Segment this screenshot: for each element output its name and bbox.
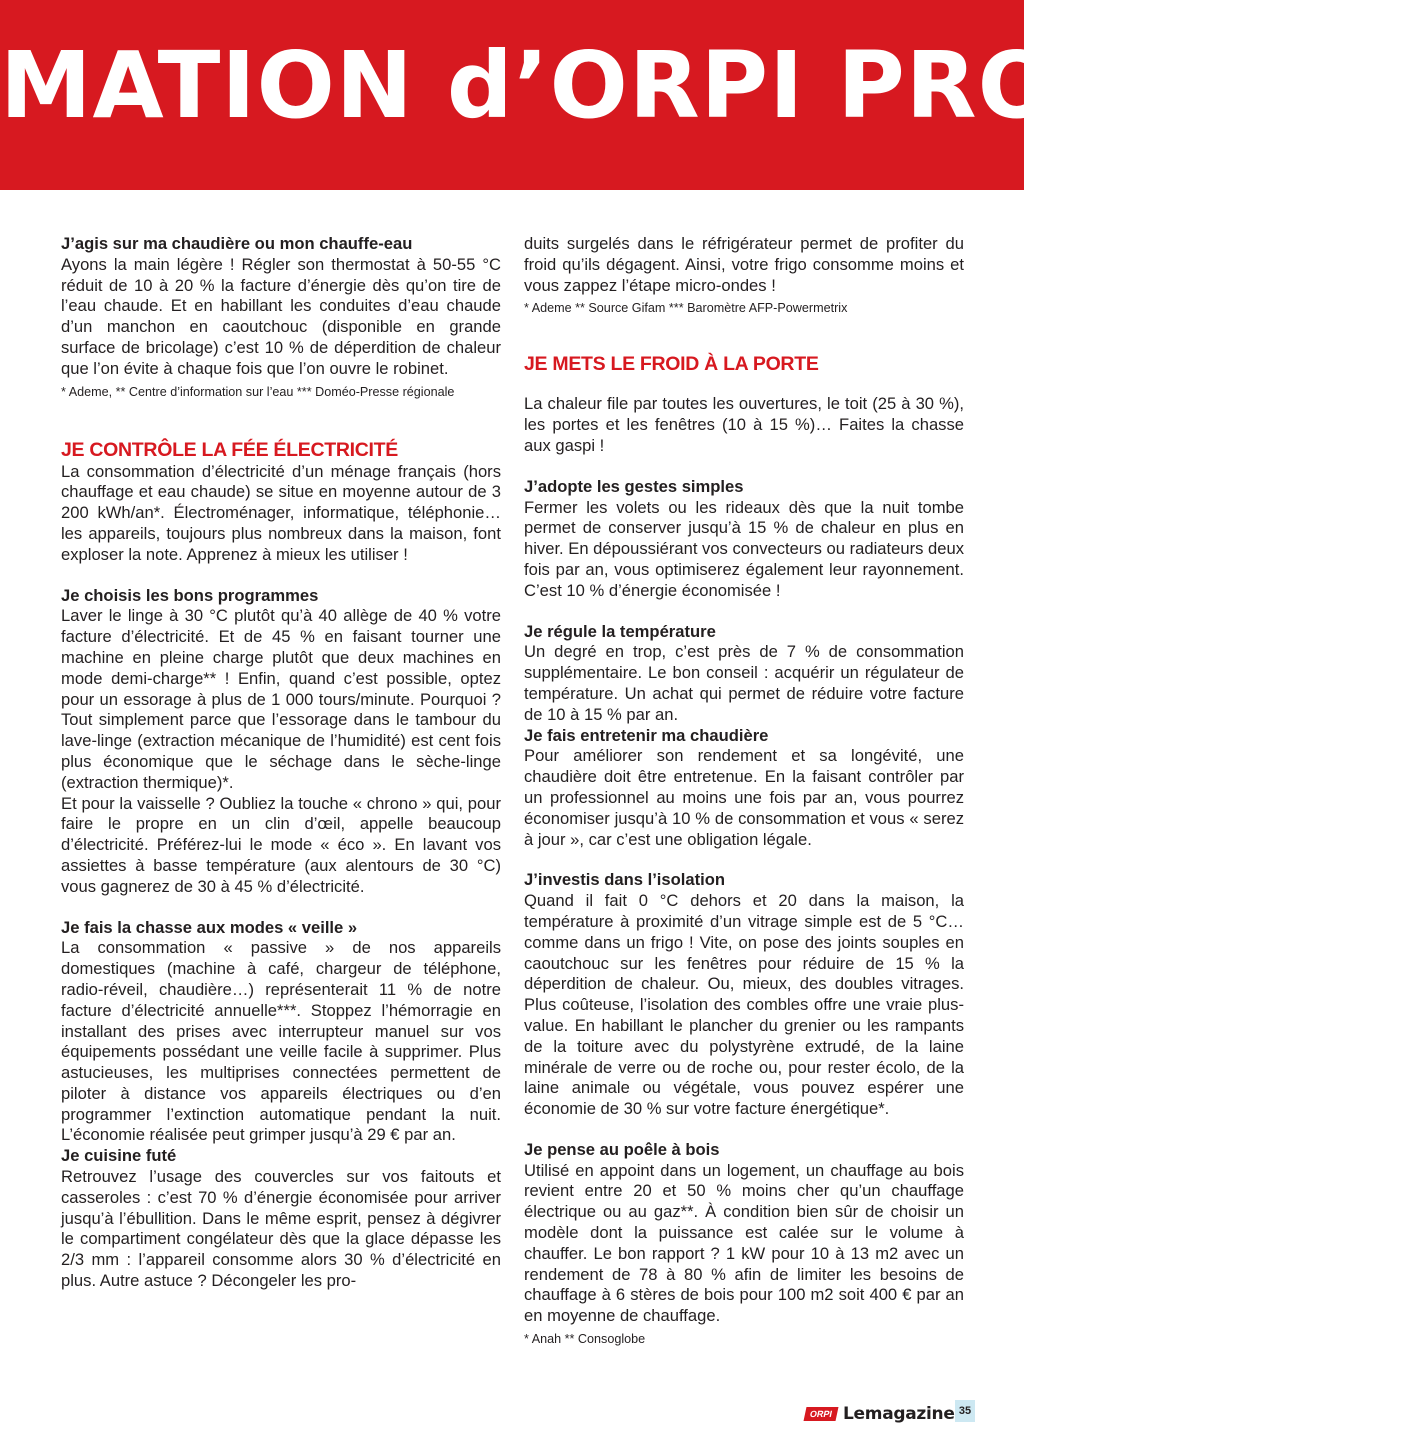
continuation-body: duits surgelés dans le réfrigérateur permet de profiter du froid qu’ils dégagent. Ainsi, votre frigo consomme moins et vous zappez l’étape micro-ondes ! (524, 234, 964, 295)
gestes-title: J’adopte les gestes simples (524, 476, 744, 496)
temperature-body: Un degré en trop, c’est près de 7 % de consommation supplémentaire. Le bon conseil : acquérir un régulateur de température. Un achat qui permet de réduire votre facture de 10 à 15 % par an. (524, 642, 964, 724)
section-title-electricite: JE CONTRÔLE LA FÉE ÉLECTRICITÉ (61, 438, 398, 461)
banner-title: MATION d’ORPI PROVENCE (0, 32, 1401, 139)
poele-note: * Anah ** Consoglobe (524, 1332, 646, 1347)
veille-title: Je fais la chasse aux modes « veille » (61, 917, 358, 937)
veille-body: La consommation « passive » de nos appareils domestiques (machine à café, chargeur de téléphone, radio-réveil, chaudière…) représenterait 11 % de notre facture d’électricité annuelle***. Stoppez l’hémorragie en installant des prises avec interrupteur manuel sur vos équipements possédant une veille facile à supprimer. Plus astucieuses, les multiprises connectées permettent de piloter à distance vos appareils électriques ou d’en programmer l’extinction automatique pendant la nuit. L’économie réalisée peut grimper jusqu’à 29 € par an. (61, 938, 501, 1145)
entretien-body: Pour améliorer son rendement et sa longévité, une chaudière doit être entretenue. En la faisant contrôler par un professionnel au moins une fois par an, vous pourrez économiser jusqu’à 10 % de consommation et vous « serez à jour », car c’est une obligation légale. (524, 746, 964, 849)
cuisine-body: Retrouvez l’usage des couvercles sur vos faitouts et casseroles : c’est 70 % d’énergie économisée pour arriver jusqu’à l’ébullition. Dans le même esprit, pensez à dégivrer le compartiment congélateur dès que la glace dépasse les 2/3 mm : l’appareil consomme alors 30 % d’électricité en plus. Autre astuce ? Décongeler les pro- (61, 1167, 501, 1291)
froid-intro: La chaleur file par toutes les ouvertures, le toit (25 à 30 %), les portes et les fenêtres (10 à 15 %)… Faites la chasse aux gaspi ! (524, 394, 964, 455)
header-banner (0, 0, 1401, 190)
poele-body: Utilisé en appoint dans un logement, un chauffage au bois revient entre 20 et 50 % moins cher qu’un chauffage électrique ou au gaz**. À condition bien sûr de choisir un modèle dont la puissance est calée sur le volume à chauffer. Le bon rapport ? 1 kW pour 10 à 13 m2 avec un rendement de 78 à 80 % afin de limiter les besoins de chauffage à 6 stères de bois pour 100 m2 soit 400 € par an en moyenne de chauffage. (524, 1160, 964, 1326)
page-number: 35 (955, 1400, 975, 1422)
isolation-body: Quand il fait 0 °C dehors et 20 dans la maison, la température à proximité d’un vitrage simple est de 5 °C… comme dans un frigo ! Vite, on pose des joints souples en caoutchouc sur les fenêtres pour réduire de 15 % la déperdition de chaleur. Ou, mieux, des doubles vitrages. Plus coûteuse, l’isolation des combles offre une vraie plus-value. En habillant le plancher du grenier ou les rampants de la toiture avec du polystyrène extrudé, de la laine minérale de verre ou de roche ou, pour rester écolo, de la laine animale ou végétale, vous pouvez espérer une économie de 30 % sur votre facture énergétique*. (524, 891, 964, 1119)
temperature-title: Je régule la température (524, 621, 716, 641)
chaudiere-note: * Ademe, ** Centre d’information sur l’eau *** Doméo-Presse régionale (61, 384, 455, 399)
programmes-title: Je choisis les bons programmes (61, 585, 319, 605)
continuation-note: * Ademe ** Source Gifam *** Baromètre AFP-Powermetrix (524, 301, 848, 316)
footer-brand (805, 1402, 955, 1426)
gestes-body: Fermer les volets ou les rideaux dès que la nuit tombe permet de conserver jusqu’à 15 % de chaleur en plus en hiver. En dépoussiérant vos convecteurs ou radiateurs deux fois par an, vous optimiserez également leur rayonnement. C’est 10 % d’énergie économisée ! (524, 497, 964, 600)
magazine-name: Lemagazine (843, 1404, 955, 1424)
right-column (524, 234, 964, 1347)
section-title-froid: JE METS LE FROID À LA PORTE (524, 353, 819, 376)
electricite-intro: La consommation d’électricité d’un ménage français (hors chauffage et eau chaude) se situe en moyenne autour de 3 200 kWh/an*. Électroménager, informatique, téléphonie… les appareils, toujours plus nombreux dans la maison, font exploser la note. Apprenez à mieux les utiliser ! (61, 461, 501, 564)
programmes-body: Laver le linge à 30 °C plutôt qu’à 40 allège de 40 % votre facture d’électricité. Et de 45 % en faisant tourner une machine en pleine charge plutôt que deux machines en mode demi-charge** ! Enfin, quand c’est possible, optez pour un essorage à plus de 1 000 tours/minute. Pourquoi ? Tout simplement parce que l’essorage dans le tambour du lave-linge (extraction mécanique de l’humidité) est cent fois plus économique que le séchage dans le sèche-linge (extraction thermique)*. (61, 606, 501, 792)
poele-title: Je pense au poêle à bois (524, 1139, 720, 1159)
vaisselle-body: Et pour la vaisselle ? Oubliez la touche « chrono » qui, pour faire le propre en un clin d’œil, appelle beaucoup d’électricité. Préférez-lui le mode « éco ». En lavant vos assiettes à basse température (aux alentours de 30 °C) vous gagnerez de 30 à 45 % d’électricité. (61, 793, 501, 896)
left-column (61, 234, 501, 1292)
entretien-title: Je fais entretenir ma chaudière (524, 725, 769, 745)
chaudiere-title: J’agis sur ma chaudière ou mon chauffe-eau (61, 234, 413, 253)
chaudiere-body: Ayons la main légère ! Régler son thermostat à 50-55 °C réduit de 10 à 20 % la facture d’énergie dès qu’on tire de l’eau chaude. Et en habillant les conduites d’eau chaude d’un manchon en caoutchouc (disponible en grande surface de bricolage) c’est 10 % de déperdition de chaleur que l’on évite à chaque fois que l’on ouvre le robinet. (61, 254, 501, 378)
isolation-title: J’investis dans l’isolation (524, 870, 726, 890)
orpi-logo: ORPI (804, 1407, 839, 1421)
cuisine-title: Je cuisine futé (61, 1146, 177, 1166)
